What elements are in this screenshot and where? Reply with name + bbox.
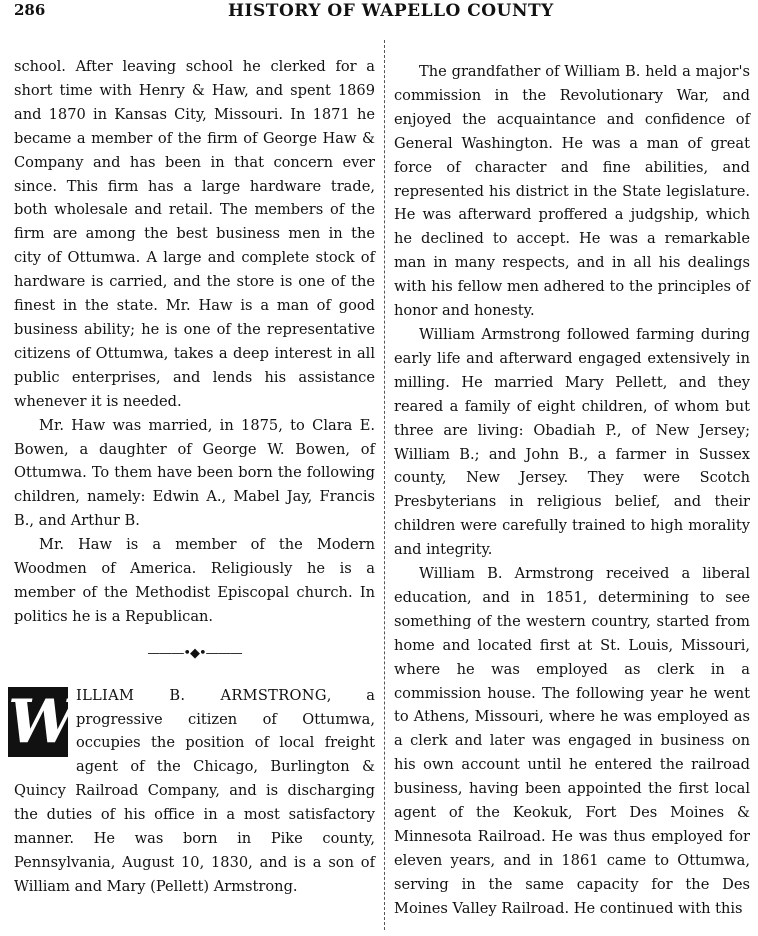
page-header (0, 0, 758, 28)
paragraph-haw-marriage: Mr. Haw was married, in 1875, to Clara E. Bowen, a daughter of George W. Bowen, of Ottumwa. To them have been born the following children, namely: Edwin A., Mabel Jay, Francis B., and Arthur B. (14, 416, 375, 530)
running-title: HISTORY OF WAPELLO COUNTY (228, 1, 554, 21)
paragraph-haw-affiliations: Mr. Haw is a member of the Modern Woodmen of America. Religiously he is a member of the Methodist Episcopal church. In politics he is a Republican. (14, 536, 375, 625)
paragraph-education-career: William B. Armstrong received a liberal education, and in 1851, determining to see something of the western country, started from home and located first at St. Louis, Missouri, where he was employed as clerk in a commission house. The following year he went to Athens, Missouri, where he was employed as a clerk and later was engaged in business on his own account until he entered the railroad business, having been appointed the first local agent of the Keokuk, Fort Des Moines & Minnesota Railroad. He was thus employed for eleven years, and in 1861 came to Ottumwa, serving in the same capacity for the Des Moines Valley Railroad. He continued with this (394, 565, 750, 917)
paragraph-grandfather: The grandfather of William B. held a major's commission in the Revolutionary War, and enjoyed the acquaintance and confidence of General Washington. He was a man of great force of character and fine abilities, and represented his district in the State legislature. He was afterward proffered a judgship, which he declined to accept. He was a remarkable man in many respects, and in all his dealings with his fellow men adhered to the principles of honor and honesty. (394, 63, 750, 320)
column-divider (384, 40, 385, 930)
section-ornament: ———•◆•——— (147, 645, 242, 661)
page-number: 286 (14, 1, 46, 19)
paragraph-haw-business: school. After leaving school he clerked for a short time with Henry & Haw, and spent 1869 and 1870 in Kansas City, Missouri. In 1871 he became a member of the firm of George Haw & Company and has been in that concern ever since. This firm has a large hardware trade, both wholesale and retail. The members of the firm are among the best business men in the city of Ottumwa. A large and complete stock of hardware is carried, and the store is one of the finest in the state. Mr. Haw is a man of good business ability; he is one of the representative citizens of Ottumwa, takes a deep interest in all public enterprises, and lends his assistance whenever it is needed. (14, 58, 375, 410)
paragraph-armstrong-intro (8, 684, 375, 899)
biography-name: ILLIAM B. ARMSTRONG (76, 686, 327, 704)
left-column (8, 55, 375, 899)
right-column (394, 60, 750, 921)
dropcap-initial: W (8, 686, 76, 757)
paragraph-william-armstrong: William Armstrong followed farming during early life and afterward engaged extensively in milling. He married Mary Pellett, and they reared a family of eight children, of whom but three are living: Obadiah P., of New Jersey; William B.; and John B., a farmer in Sussex county, New Jersey. They were Scotch Presbyterians in religious belief, and their children were carefully trained to high morality and integrity. (394, 325, 750, 559)
biography-intro-text: , a progressive citizen of Ottumwa, occupies the position of local freight agent of the Chicago, Burlington & Quincy Railroad Company, and is discharging the duties of his office in a most satisfactory manner. He was born in Pike county, Pennsylvania, August 10, 1830, and is a son of William and Mary (Pellett) Armstrong. (14, 686, 375, 895)
